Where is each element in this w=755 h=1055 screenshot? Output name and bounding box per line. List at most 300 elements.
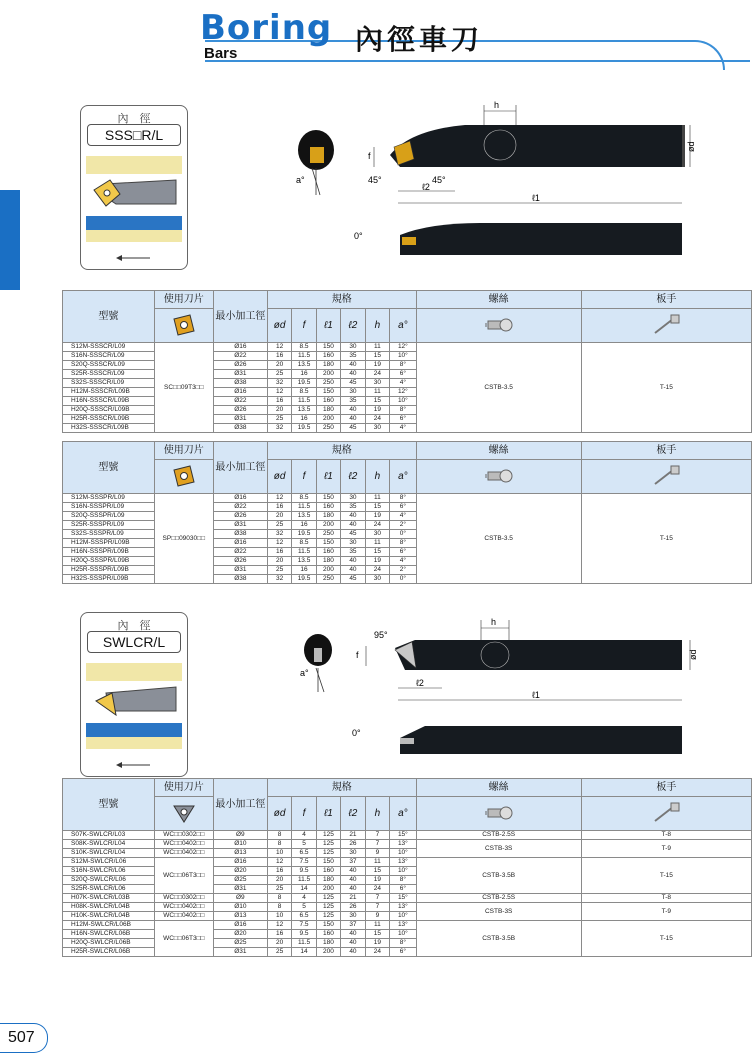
tool-drawing-swl xyxy=(290,610,710,770)
value-cell: 160 xyxy=(316,352,340,361)
value-cell: 11.5 xyxy=(292,397,316,406)
screw-cell: CSTB-3S xyxy=(416,903,581,921)
value-cell: 13° xyxy=(390,840,417,849)
model-cell: S20Q-SWLCR/L06 xyxy=(63,876,155,885)
value-cell: 200 xyxy=(316,566,340,575)
feed-arrow-icon xyxy=(116,761,152,769)
value-cell: Ø20 xyxy=(213,867,267,876)
value-cell: Ø38 xyxy=(213,530,267,539)
spec-table-sssp xyxy=(62,441,752,584)
col-spec-header: 規格 xyxy=(267,442,416,460)
value-cell: 160 xyxy=(316,930,340,939)
model-cell: H07K-SWLCR/L03B xyxy=(63,894,155,903)
value-cell: 30 xyxy=(365,379,389,388)
value-cell: 24 xyxy=(365,521,389,530)
value-cell: 12 xyxy=(267,494,291,503)
value-cell: 26 xyxy=(341,903,365,912)
value-cell: 200 xyxy=(316,415,340,424)
col-minbore-header: 最小加工徑 xyxy=(213,779,267,831)
model-cell: H16N-SSSCR/L09B xyxy=(63,397,155,406)
value-cell: 40 xyxy=(341,415,365,424)
label-l1: ℓ1 xyxy=(532,690,540,700)
insert-cell: WC□□0402□□ xyxy=(154,903,213,912)
value-cell: 160 xyxy=(316,548,340,557)
value-cell: 6° xyxy=(390,370,417,379)
type-model: SWLCR/L xyxy=(87,631,181,653)
screw-cell: CSTB-2.5S xyxy=(416,831,581,840)
table-row xyxy=(63,903,752,912)
value-cell: 10° xyxy=(390,912,417,921)
value-cell: 4° xyxy=(390,557,417,566)
value-cell: 45 xyxy=(341,424,365,433)
label-angle1: 45° xyxy=(368,175,382,185)
value-cell: 30 xyxy=(341,494,365,503)
value-cell: 6.5 xyxy=(292,849,316,858)
value-cell: 30 xyxy=(365,424,389,433)
value-cell: 16 xyxy=(292,566,316,575)
value-cell: 180 xyxy=(316,557,340,566)
label-zero: 0° xyxy=(352,728,361,738)
model-cell: H25R-SWLCR/L06B xyxy=(63,948,155,957)
value-cell: Ø31 xyxy=(213,566,267,575)
value-cell: 40 xyxy=(341,885,365,894)
table-header-row xyxy=(63,779,752,797)
value-cell: Ø16 xyxy=(213,388,267,397)
screw-cell: CSTB-3S xyxy=(416,840,581,858)
col-insert-header: 使用刀片 xyxy=(154,442,213,460)
screw-cell: CSTB-3.5B xyxy=(416,858,581,894)
model-cell: S20Q-SSSPR/L09 xyxy=(63,512,155,521)
value-cell: 11 xyxy=(365,343,389,352)
value-cell: 12° xyxy=(390,343,417,352)
value-cell: 37 xyxy=(341,858,365,867)
model-cell: S12M-SSSCR/L09 xyxy=(63,343,155,352)
value-cell: 8° xyxy=(390,406,417,415)
insert-icon-cell xyxy=(154,797,213,831)
label-od: ød xyxy=(686,141,696,152)
label-h: h xyxy=(494,100,500,110)
value-cell: 13° xyxy=(390,903,417,912)
value-cell: 8° xyxy=(390,361,417,370)
table-header-row xyxy=(63,797,752,831)
value-cell: 10° xyxy=(390,849,417,858)
model-cell: H25R-SSSCR/L09B xyxy=(63,415,155,424)
col-l1: ℓ1 xyxy=(316,309,340,343)
value-cell: Ø16 xyxy=(213,494,267,503)
value-cell: 2° xyxy=(390,566,417,575)
insert-cell: WC□□0402□□ xyxy=(154,849,213,858)
value-cell: 8 xyxy=(267,894,291,903)
screw-cell: CSTB-3.5B xyxy=(416,921,581,957)
value-cell: Ø38 xyxy=(213,424,267,433)
value-cell: 16 xyxy=(267,930,291,939)
label-l2: ℓ2 xyxy=(416,678,424,688)
page-number: 507 xyxy=(8,1029,35,1046)
screw-icon-cell xyxy=(416,309,581,343)
model-cell: H32S-SSSPR/L09B xyxy=(63,575,155,584)
value-cell: 20 xyxy=(267,512,291,521)
value-cell: 30 xyxy=(365,530,389,539)
torx-wrench-icon xyxy=(651,464,681,488)
value-cell: 10° xyxy=(390,930,417,939)
value-cell: 16 xyxy=(267,503,291,512)
model-cell: H16N-SSSPR/L09B xyxy=(63,548,155,557)
value-cell: 7 xyxy=(365,903,389,912)
value-cell: 11.5 xyxy=(292,503,316,512)
value-cell: 32 xyxy=(267,575,291,584)
value-cell: 16 xyxy=(292,415,316,424)
value-cell: Ø22 xyxy=(213,503,267,512)
model-cell: H16N-SWLCR/L06B xyxy=(63,930,155,939)
col-l2: ℓ2 xyxy=(341,309,365,343)
value-cell: 5 xyxy=(292,903,316,912)
value-cell: 9 xyxy=(365,849,389,858)
label-a: a° xyxy=(296,175,305,185)
col-insert-header: 使用刀片 xyxy=(154,779,213,797)
col-f: f xyxy=(292,460,316,494)
insert-icon-cell xyxy=(154,460,213,494)
insert-cell: WC□□06T3□□ xyxy=(154,858,213,894)
col-a: a° xyxy=(390,797,417,831)
value-cell: 40 xyxy=(341,521,365,530)
col-l2: ℓ2 xyxy=(341,797,365,831)
value-cell: 10 xyxy=(267,912,291,921)
value-cell: 12 xyxy=(267,921,291,930)
value-cell: 160 xyxy=(316,503,340,512)
value-cell: 32 xyxy=(267,424,291,433)
value-cell: 19 xyxy=(365,876,389,885)
type-label: 內 徑 xyxy=(117,620,151,632)
model-cell: S32S-SSSPR/L09 xyxy=(63,530,155,539)
value-cell: 40 xyxy=(341,370,365,379)
value-cell: Ø26 xyxy=(213,557,267,566)
value-cell: 24 xyxy=(365,885,389,894)
value-cell: 13° xyxy=(390,858,417,867)
col-screw-header: 螺絲 xyxy=(416,442,581,460)
col-d: ød xyxy=(267,309,291,343)
insert-cell: SC□□09T3□□ xyxy=(154,343,213,433)
value-cell: 11.5 xyxy=(292,548,316,557)
value-cell: 150 xyxy=(316,494,340,503)
value-cell: 45 xyxy=(341,379,365,388)
insert-cell: WC□□0402□□ xyxy=(154,840,213,849)
value-cell: 8.5 xyxy=(292,539,316,548)
value-cell: 8° xyxy=(390,876,417,885)
torx-wrench-icon xyxy=(651,313,681,337)
value-cell: Ø13 xyxy=(213,912,267,921)
screw-cell: CSTB-3.5 xyxy=(416,494,581,584)
value-cell: 20 xyxy=(267,557,291,566)
value-cell: 25 xyxy=(267,415,291,424)
value-cell: Ø10 xyxy=(213,903,267,912)
wrench-cell: T-15 xyxy=(581,494,751,584)
value-cell: 13.5 xyxy=(292,361,316,370)
value-cell: 8.5 xyxy=(292,494,316,503)
col-minbore-header: 最小加工徑 xyxy=(213,291,267,343)
value-cell: 21 xyxy=(341,894,365,903)
value-cell: 8° xyxy=(390,939,417,948)
value-cell: 6° xyxy=(390,503,417,512)
value-cell: 4 xyxy=(292,831,316,840)
col-h: h xyxy=(365,460,389,494)
col-model-header: 型號 xyxy=(63,442,155,494)
value-cell: 24 xyxy=(365,370,389,379)
value-cell: 160 xyxy=(316,867,340,876)
value-cell: 10 xyxy=(267,849,291,858)
value-cell: 8 xyxy=(267,831,291,840)
value-cell: 11 xyxy=(365,494,389,503)
title-chinese: 內徑車刀 xyxy=(355,23,484,56)
value-cell: 160 xyxy=(316,397,340,406)
value-cell: 24 xyxy=(365,948,389,957)
value-cell: 20 xyxy=(267,361,291,370)
value-cell: 13.5 xyxy=(292,557,316,566)
value-cell: 8° xyxy=(390,539,417,548)
value-cell: 12 xyxy=(267,539,291,548)
col-f: f xyxy=(292,309,316,343)
table-header-row xyxy=(63,442,752,460)
wrench-cell: T-8 xyxy=(581,831,751,840)
col-d: ød xyxy=(267,797,291,831)
value-cell: 180 xyxy=(316,876,340,885)
col-screw-header: 螺絲 xyxy=(416,779,581,797)
value-cell: 9.5 xyxy=(292,867,316,876)
model-cell: S25R-SSSPR/L09 xyxy=(63,521,155,530)
value-cell: Ø20 xyxy=(213,930,267,939)
value-cell: 200 xyxy=(316,521,340,530)
value-cell: 7 xyxy=(365,840,389,849)
value-cell: 0° xyxy=(390,530,417,539)
value-cell: 200 xyxy=(316,948,340,957)
value-cell: 40 xyxy=(341,566,365,575)
model-cell: H12M-SWLCR/L06B xyxy=(63,921,155,930)
value-cell: 12° xyxy=(390,388,417,397)
model-cell: H32S-SSSCR/L09B xyxy=(63,424,155,433)
value-cell: 35 xyxy=(341,503,365,512)
value-cell: 37 xyxy=(341,921,365,930)
label-angle2: 45° xyxy=(432,175,446,185)
value-cell: 8.5 xyxy=(292,388,316,397)
value-cell: Ø26 xyxy=(213,406,267,415)
value-cell: 20 xyxy=(267,876,291,885)
value-cell: 45 xyxy=(341,530,365,539)
col-d: ød xyxy=(267,460,291,494)
table-row xyxy=(63,831,752,840)
model-cell: S25R-SSSCR/L09 xyxy=(63,370,155,379)
value-cell: 4 xyxy=(292,894,316,903)
value-cell: 19 xyxy=(365,557,389,566)
value-cell: 0° xyxy=(390,575,417,584)
value-cell: 19 xyxy=(365,406,389,415)
value-cell: 19.5 xyxy=(292,424,316,433)
spec-table-sssc xyxy=(62,290,752,433)
screw-icon xyxy=(484,801,514,825)
value-cell: 30 xyxy=(341,912,365,921)
table-row xyxy=(63,921,752,930)
value-cell: Ø31 xyxy=(213,415,267,424)
wrench-icon-cell xyxy=(581,460,751,494)
value-cell: 8.5 xyxy=(292,343,316,352)
value-cell: 12 xyxy=(267,343,291,352)
value-cell: 20 xyxy=(267,939,291,948)
table-row xyxy=(63,894,752,903)
type-box-swl xyxy=(80,612,188,777)
value-cell: 11 xyxy=(365,858,389,867)
value-cell: 45 xyxy=(341,575,365,584)
value-cell: 250 xyxy=(316,424,340,433)
screw-icon-cell xyxy=(416,460,581,494)
value-cell: 19 xyxy=(365,939,389,948)
title-boring: Boring xyxy=(200,8,333,48)
model-cell: H10K-SWLCR/L04B xyxy=(63,912,155,921)
value-cell: 125 xyxy=(316,831,340,840)
model-cell: S16N-SSSPR/L09 xyxy=(63,503,155,512)
value-cell: 10° xyxy=(390,867,417,876)
value-cell: 30 xyxy=(341,343,365,352)
value-cell: 8 xyxy=(267,840,291,849)
value-cell: 4° xyxy=(390,512,417,521)
insert-icon xyxy=(170,464,198,488)
col-model-header: 型號 xyxy=(63,291,155,343)
value-cell: Ø22 xyxy=(213,397,267,406)
value-cell: 16 xyxy=(292,370,316,379)
insert-cell: WC□□0302□□ xyxy=(154,894,213,903)
value-cell: Ø31 xyxy=(213,370,267,379)
value-cell: 25 xyxy=(267,566,291,575)
header-underline xyxy=(205,60,750,62)
model-cell: S12M-SWLCR/L06 xyxy=(63,858,155,867)
title-bars: Bars xyxy=(204,45,238,62)
wrench-icon-cell xyxy=(581,309,751,343)
value-cell: 35 xyxy=(341,397,365,406)
col-model-header: 型號 xyxy=(63,779,155,831)
wrench-icon-cell xyxy=(581,797,751,831)
value-cell: 11.5 xyxy=(292,352,316,361)
col-wrench-header: 板手 xyxy=(581,779,751,797)
model-cell: S25R-SWLCR/L06 xyxy=(63,885,155,894)
wrench-cell: T-8 xyxy=(581,894,751,903)
value-cell: 30 xyxy=(341,388,365,397)
value-cell: 19.5 xyxy=(292,530,316,539)
col-wrench-header: 板手 xyxy=(581,291,751,309)
model-cell: H12M-SSSCR/L09B xyxy=(63,388,155,397)
value-cell: 150 xyxy=(316,343,340,352)
value-cell: 40 xyxy=(341,512,365,521)
value-cell: 6.5 xyxy=(292,912,316,921)
value-cell: 150 xyxy=(316,921,340,930)
table-row xyxy=(63,858,752,867)
model-cell: S10K-SWLCR/L04 xyxy=(63,849,155,858)
value-cell: Ø31 xyxy=(213,948,267,957)
model-cell: H25R-SSSPR/L09B xyxy=(63,566,155,575)
value-cell: 32 xyxy=(267,530,291,539)
label-od: ød xyxy=(688,649,698,660)
value-cell: 16 xyxy=(267,548,291,557)
value-cell: 6° xyxy=(390,885,417,894)
value-cell: 16 xyxy=(292,521,316,530)
value-cell: Ø22 xyxy=(213,352,267,361)
table-header-row xyxy=(63,291,752,309)
value-cell: 4° xyxy=(390,424,417,433)
col-spec-header: 規格 xyxy=(267,779,416,797)
value-cell: 6° xyxy=(390,548,417,557)
screw-icon-cell xyxy=(416,797,581,831)
screw-icon xyxy=(484,464,514,488)
model-cell: S12M-SSSPR/L09 xyxy=(63,494,155,503)
insert-cell: WC□□0302□□ xyxy=(154,831,213,840)
value-cell: 200 xyxy=(316,370,340,379)
model-cell: S16N-SWLCR/L06 xyxy=(63,867,155,876)
screw-cell: CSTB-3.5 xyxy=(416,343,581,433)
insert-cell: SP□□09030□□ xyxy=(154,494,213,584)
table-header-row xyxy=(63,309,752,343)
value-cell: 180 xyxy=(316,512,340,521)
value-cell: 125 xyxy=(316,849,340,858)
value-cell: 15 xyxy=(365,867,389,876)
value-cell: 180 xyxy=(316,361,340,370)
value-cell: 25 xyxy=(267,948,291,957)
value-cell: Ø16 xyxy=(213,921,267,930)
value-cell: 8 xyxy=(267,903,291,912)
value-cell: 125 xyxy=(316,912,340,921)
value-cell: 14 xyxy=(292,885,316,894)
label-f: f xyxy=(368,151,371,161)
col-h: h xyxy=(365,309,389,343)
value-cell: 13° xyxy=(390,921,417,930)
value-cell: 15 xyxy=(365,352,389,361)
screw-cell: CSTB-2.5S xyxy=(416,894,581,903)
value-cell: 35 xyxy=(341,352,365,361)
value-cell: 180 xyxy=(316,406,340,415)
value-cell: 19 xyxy=(365,512,389,521)
value-cell: 2° xyxy=(390,521,417,530)
model-cell: S32S-SSSCR/L09 xyxy=(63,379,155,388)
model-cell: S20Q-SSSCR/L09 xyxy=(63,361,155,370)
value-cell: 14 xyxy=(292,948,316,957)
value-cell: 180 xyxy=(316,939,340,948)
insert-cell: WC□□06T3□□ xyxy=(154,921,213,957)
value-cell: Ø16 xyxy=(213,343,267,352)
label-a: a° xyxy=(300,668,309,678)
wrench-cell: T-15 xyxy=(581,921,751,957)
value-cell: 4° xyxy=(390,379,417,388)
value-cell: Ø25 xyxy=(213,876,267,885)
value-cell: 15° xyxy=(390,894,417,903)
value-cell: 10° xyxy=(390,352,417,361)
value-cell: 25 xyxy=(267,370,291,379)
value-cell: Ø16 xyxy=(213,539,267,548)
value-cell: 125 xyxy=(316,894,340,903)
torx-wrench-icon xyxy=(651,801,681,825)
value-cell: 6° xyxy=(390,415,417,424)
value-cell: Ø38 xyxy=(213,575,267,584)
tool-drawing-sss xyxy=(290,95,710,270)
value-cell: 40 xyxy=(341,939,365,948)
model-cell: S16N-SSSCR/L09 xyxy=(63,352,155,361)
value-cell: 19.5 xyxy=(292,575,316,584)
wrench-cell: T-9 xyxy=(581,840,751,858)
value-cell: 13.5 xyxy=(292,512,316,521)
col-l2: ℓ2 xyxy=(341,460,365,494)
value-cell: 10° xyxy=(390,397,417,406)
value-cell: 150 xyxy=(316,388,340,397)
col-a: a° xyxy=(390,460,417,494)
value-cell: 40 xyxy=(341,948,365,957)
value-cell: 24 xyxy=(365,415,389,424)
value-cell: 150 xyxy=(316,539,340,548)
value-cell: 125 xyxy=(316,840,340,849)
model-cell: H08K-SWLCR/L04B xyxy=(63,903,155,912)
